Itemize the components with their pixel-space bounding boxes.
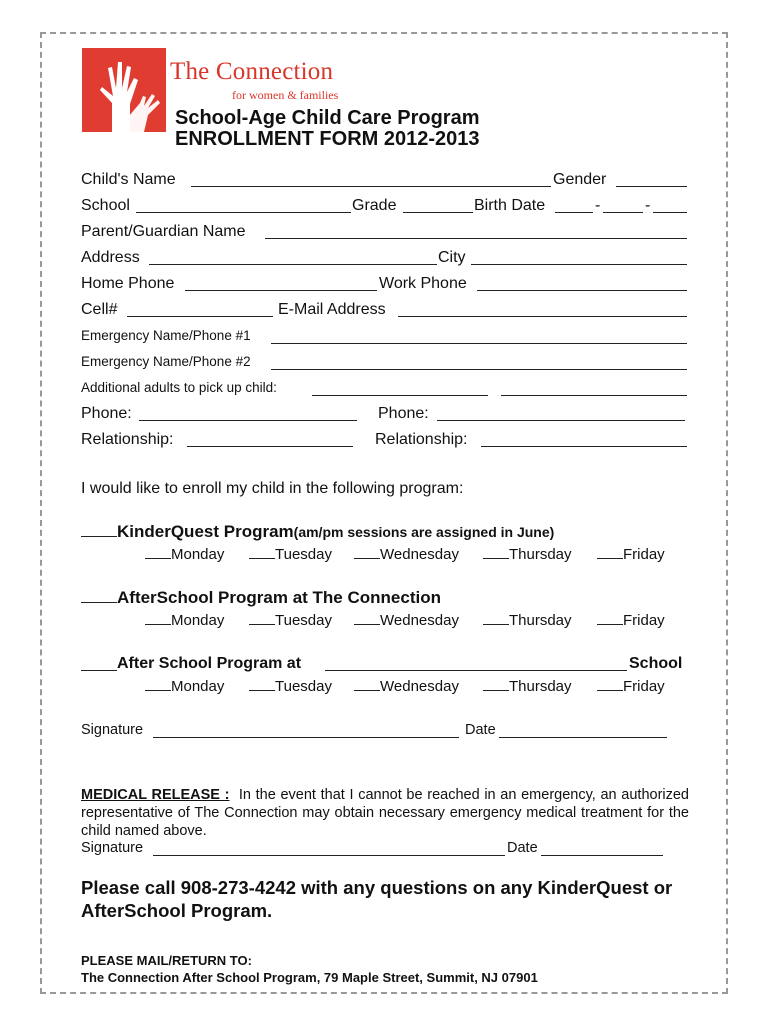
school-label: School bbox=[81, 197, 130, 214]
asc-day-tuesday[interactable]: Tuesday bbox=[249, 612, 332, 629]
home-phone-field[interactable] bbox=[185, 290, 377, 291]
org-tagline: for women & families bbox=[232, 88, 339, 102]
cell-label: Cell# bbox=[81, 301, 118, 318]
gender-field[interactable] bbox=[616, 186, 687, 187]
city-label: City bbox=[438, 249, 466, 266]
childs-name-field[interactable] bbox=[191, 186, 551, 187]
home-phone-label: Home Phone bbox=[81, 275, 175, 292]
emergency-2-label: Emergency Name/Phone #2 bbox=[81, 354, 251, 369]
kq-day-thursday[interactable]: Thursday bbox=[483, 546, 572, 563]
kinderquest-label: KinderQuest Program bbox=[117, 522, 294, 541]
additional-adult-1-field[interactable] bbox=[312, 395, 488, 396]
emergency-1-field[interactable] bbox=[271, 343, 687, 344]
adult-2-relationship-label: Relationship: bbox=[375, 431, 468, 448]
adult-1-phone-field[interactable] bbox=[139, 420, 357, 421]
afterschool-school-checkbox[interactable] bbox=[81, 670, 117, 671]
parent-name-field[interactable] bbox=[265, 238, 687, 239]
row-adult-relationships bbox=[81, 431, 689, 451]
mail-block bbox=[81, 952, 538, 986]
email-label: E-Mail Address bbox=[278, 301, 386, 318]
afterschool-connection-label: AfterSchool Program at The Connection bbox=[117, 588, 441, 607]
asc-day-monday[interactable]: Monday bbox=[145, 612, 224, 629]
medical-release bbox=[81, 786, 689, 840]
email-field[interactable] bbox=[398, 316, 687, 317]
org-name: The Connection bbox=[170, 58, 334, 85]
row-parent bbox=[81, 223, 689, 243]
row-medical-signature bbox=[81, 840, 689, 860]
asc-day-thursday[interactable]: Thursday bbox=[483, 612, 572, 629]
connection-logo bbox=[82, 48, 166, 132]
birth-sep-2: - bbox=[645, 197, 651, 214]
row-cell bbox=[81, 301, 689, 321]
adult-1-relationship-label: Relationship: bbox=[81, 431, 174, 448]
row-phones bbox=[81, 275, 689, 295]
medical-date-field[interactable] bbox=[541, 855, 663, 856]
kinderquest-checkbox[interactable] bbox=[81, 536, 117, 537]
birth-sep-1: - bbox=[595, 197, 601, 214]
adult-2-relationship-field[interactable] bbox=[481, 446, 687, 447]
call-notice: Please call 908-273-4242 with any questions on any KinderQuest or AfterSchool Program. bbox=[81, 877, 673, 921]
emergency-1-label: Emergency Name/Phone #1 bbox=[81, 328, 251, 343]
afterschool-connection-row bbox=[81, 588, 441, 608]
row-emergency-2 bbox=[81, 354, 689, 374]
gender-label: Gender bbox=[553, 171, 607, 188]
address-label: Address bbox=[81, 249, 140, 266]
row-school bbox=[81, 197, 689, 217]
emergency-2-field[interactable] bbox=[271, 369, 687, 370]
ass-day-wednesday[interactable]: Wednesday bbox=[354, 678, 459, 695]
afterschool-connection-days bbox=[145, 612, 685, 632]
row-child-name bbox=[81, 171, 689, 191]
ass-day-friday[interactable]: Friday bbox=[597, 678, 665, 695]
form-title: School-Age Child Care Program bbox=[175, 107, 480, 129]
date-field[interactable] bbox=[499, 737, 667, 738]
city-field[interactable] bbox=[471, 264, 687, 265]
work-phone-label: Work Phone bbox=[379, 275, 467, 292]
kq-day-wednesday[interactable]: Wednesday bbox=[354, 546, 459, 563]
date-label: Date bbox=[465, 722, 496, 738]
parent-name-label: Parent/Guardian Name bbox=[81, 223, 246, 240]
cell-field[interactable] bbox=[127, 316, 273, 317]
kq-day-friday[interactable]: Friday bbox=[597, 546, 665, 563]
birth-month-field[interactable] bbox=[555, 212, 593, 213]
asc-day-wednesday[interactable]: Wednesday bbox=[354, 612, 459, 629]
row-signature bbox=[81, 722, 689, 742]
kinderquest-days bbox=[145, 546, 685, 566]
afterschool-school-label: School bbox=[629, 655, 683, 672]
childs-name-label: Child's Name bbox=[81, 171, 176, 188]
afterschool-school-name-field[interactable] bbox=[325, 670, 627, 671]
kq-day-tuesday[interactable]: Tuesday bbox=[249, 546, 332, 563]
row-additional-adults bbox=[81, 380, 689, 400]
medical-release-body: In the event that I cannot be reached in an emergency, an authorized representative of The Connection may obtain necessary emergency medical treatment for the child named above. bbox=[81, 787, 690, 839]
kinderquest-note: (am/pm sessions are assigned in June) bbox=[293, 524, 555, 540]
grade-label: Grade bbox=[352, 197, 397, 214]
mail-address: The Connection After School Program, 79 Maple Street, Summit, NJ 07901 bbox=[81, 970, 538, 985]
afterschool-school-days bbox=[145, 678, 685, 698]
row-address bbox=[81, 249, 689, 269]
medical-date-label: Date bbox=[507, 840, 538, 856]
hands-icon bbox=[82, 48, 166, 132]
row-adult-phones bbox=[81, 405, 689, 425]
additional-adults-label: Additional adults to pick up child: bbox=[81, 380, 277, 395]
ass-day-thursday[interactable]: Thursday bbox=[483, 678, 572, 695]
work-phone-field[interactable] bbox=[477, 290, 687, 291]
birth-date-label: Birth Date bbox=[474, 197, 546, 214]
medical-signature-label: Signature bbox=[81, 840, 144, 856]
birth-year-field[interactable] bbox=[653, 212, 687, 213]
birth-day-field[interactable] bbox=[603, 212, 643, 213]
medical-signature-field[interactable] bbox=[153, 855, 505, 856]
additional-adult-2-field[interactable] bbox=[501, 395, 687, 396]
adult-1-phone-label: Phone: bbox=[81, 405, 132, 422]
row-emergency-1 bbox=[81, 328, 689, 348]
signature-label: Signature bbox=[81, 722, 144, 738]
kinderquest-row bbox=[81, 522, 554, 542]
adult-2-phone-field[interactable] bbox=[437, 420, 685, 421]
medical-release-heading: MEDICAL RELEASE : bbox=[81, 787, 230, 803]
enroll-intro: I would like to enroll my child in the following program: bbox=[81, 480, 464, 497]
asc-day-friday[interactable]: Friday bbox=[597, 612, 665, 629]
signature-field[interactable] bbox=[153, 737, 459, 738]
kq-day-monday[interactable]: Monday bbox=[145, 546, 224, 563]
adult-1-relationship-field[interactable] bbox=[187, 446, 353, 447]
mail-heading: PLEASE MAIL/RETURN TO: bbox=[81, 953, 252, 968]
form-subtitle: ENROLLMENT FORM 2012-2013 bbox=[175, 128, 480, 150]
ass-day-monday[interactable]: Monday bbox=[145, 678, 224, 695]
school-field[interactable] bbox=[136, 212, 351, 213]
afterschool-at-label: After School Program at bbox=[117, 655, 302, 672]
afterschool-school-row bbox=[81, 655, 689, 675]
ass-day-tuesday[interactable]: Tuesday bbox=[249, 678, 332, 695]
afterschool-connection-checkbox[interactable] bbox=[81, 602, 117, 603]
grade-field[interactable] bbox=[403, 212, 473, 213]
adult-2-phone-label: Phone: bbox=[378, 405, 429, 422]
address-field[interactable] bbox=[149, 264, 437, 265]
